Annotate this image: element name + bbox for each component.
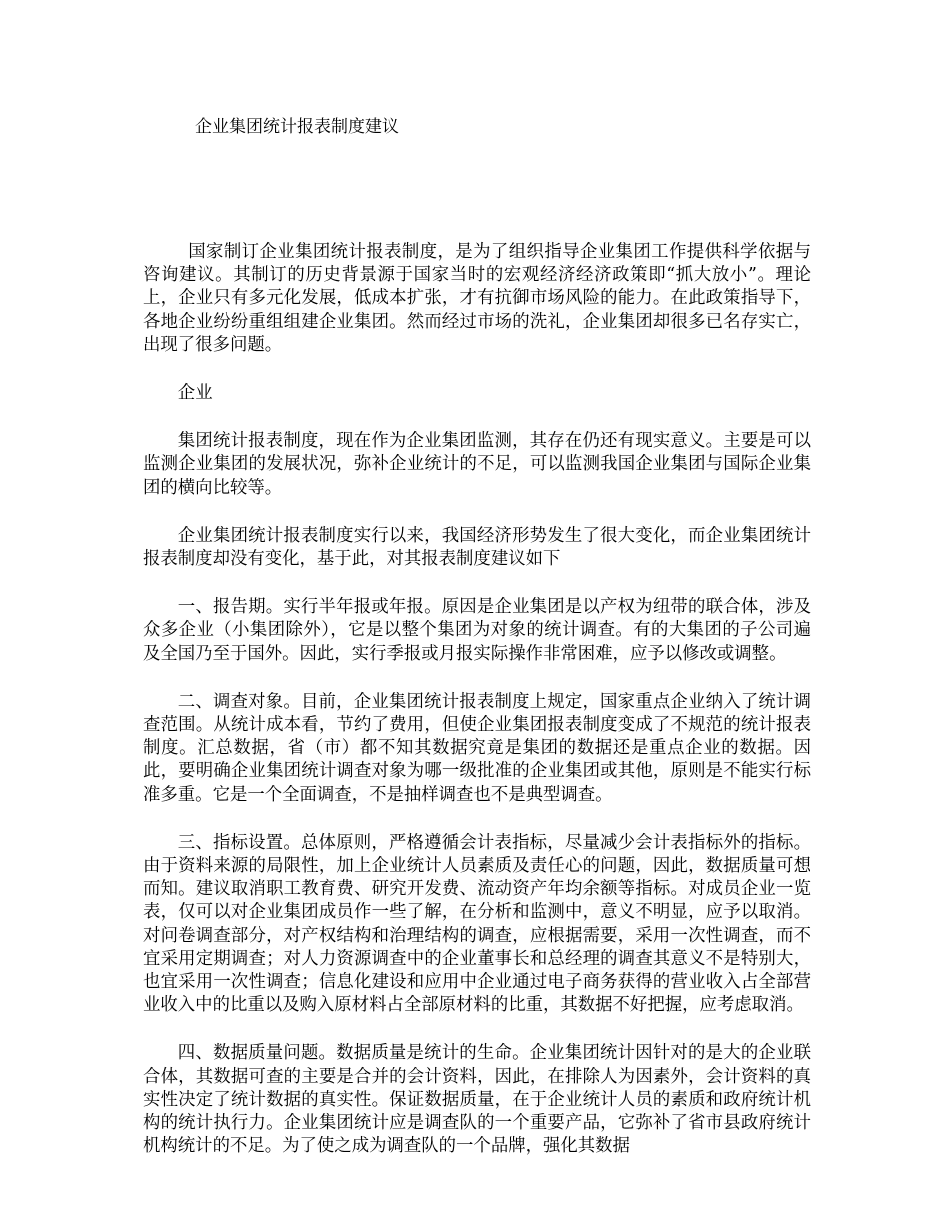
paragraph-survey-target: 二、调查对象。目前，企业集团统计报表制度上规定，国家重点企业纳入了统计调查范围。从统计成本看，节约了费用，但使企业集团报表制度变成了不规范的统计报表制度。汇总数据，省（市）都不知其数据究竟是集团的数据还是重点企业的数据。因此，要明确企业集团统计调查对象为哪一级批准的企业集团或其他，原则是不能实行标准多重。它是一个全面调查，不是抽样调查也不是典型调查。 [143,691,811,805]
document-body [143,241,811,1184]
paragraph-indicator-setting: 三、指标设置。总体原则，严格遵循会计表指标，尽量减少会计表指标外的指标。由于资料来源的局限性，加上企业统计人员素质及责任心的问题，因此，数据质量可想而知。建议取消职工教育费、研究开发费、流动资产年均余额等指标。对成员企业一览表，仅可以对企业集团成员作一些了解，在分析和监测中，意义不明显，应予以取消。对问卷调查部分，对产权结构和治理结构的调查，应根据需要，采用一次性调查，而不宜采用定期调查；对人力资源调查中的企业董事长和总经理的调查其意义不是特别大，也宜采用一次性调查；信息化建设和应用中企业通过电子商务获得的营业收入占全部营业收入中的比重以及购入原材料占全部原材料的比重，其数据不好把握，应考虑取消。 [143,832,811,1016]
paragraph-significance: 集团统计报表制度，现在作为企业集团监测，其存在仍还有现实意义。主要是可以监测企业集团的发展状况，弥补企业统计的不足，可以监测我国企业集团与国际企业集团的横向比较等。 [143,431,811,498]
paragraph-background: 国家制订企业集团统计报表制度，是为了组织指导企业集团工作提供科学依据与咨询建议。其制订的历史背景源于国家当时的宏观经济经济政策即“抓大放小”。理论上，企业只有多元化发展，低成本扩张，才有抗御市场风险的能力。在此政策指导下，各地企业纷纷重组组建企业集团。然而经过市场的洗礼，企业集团却很多已名存实亡，出现了很多问题。 [143,242,811,355]
paragraph-data-quality: 四、数据质量问题。数据质量是统计的生命。企业集团统计因针对的是大的企业联合体，其数据可查的主要是合并的会计资料，因此，在排除人为因素外，会计资料的真实性决定了统计数据的真实性。保证数据质量，在于企业统计人员的素质和政府统计机构的统计执行力。企业集团统计应是调查队的一个重要产品，它弥补了省市县政府统计机构统计的不足。为了使之成为调查队的一个品牌，强化其数据 [143,1043,811,1157]
paragraph-intro-suggestions: 企业集团统计报表制度实行以来，我国经济形势发生了很大变化，而企业集团统计报表制度却没有变化，基于此，对其报表制度建议如下 [143,525,811,570]
document-title: 企业集团统计报表制度建议 [195,117,399,137]
paragraph-reporting-period: 一、报告期。实行半年报或年报。原因是企业集团是以产权为纽带的联合体，涉及众多企业（小集团除外），它是以整个集团为对象的统计调查。有的大集团的子公司遍及全国乃至于国外。因此，实行季报或月报实际操作非常困难，应予以修改或调整。 [143,597,811,664]
paragraph-fragment: 企业 [177,383,213,404]
